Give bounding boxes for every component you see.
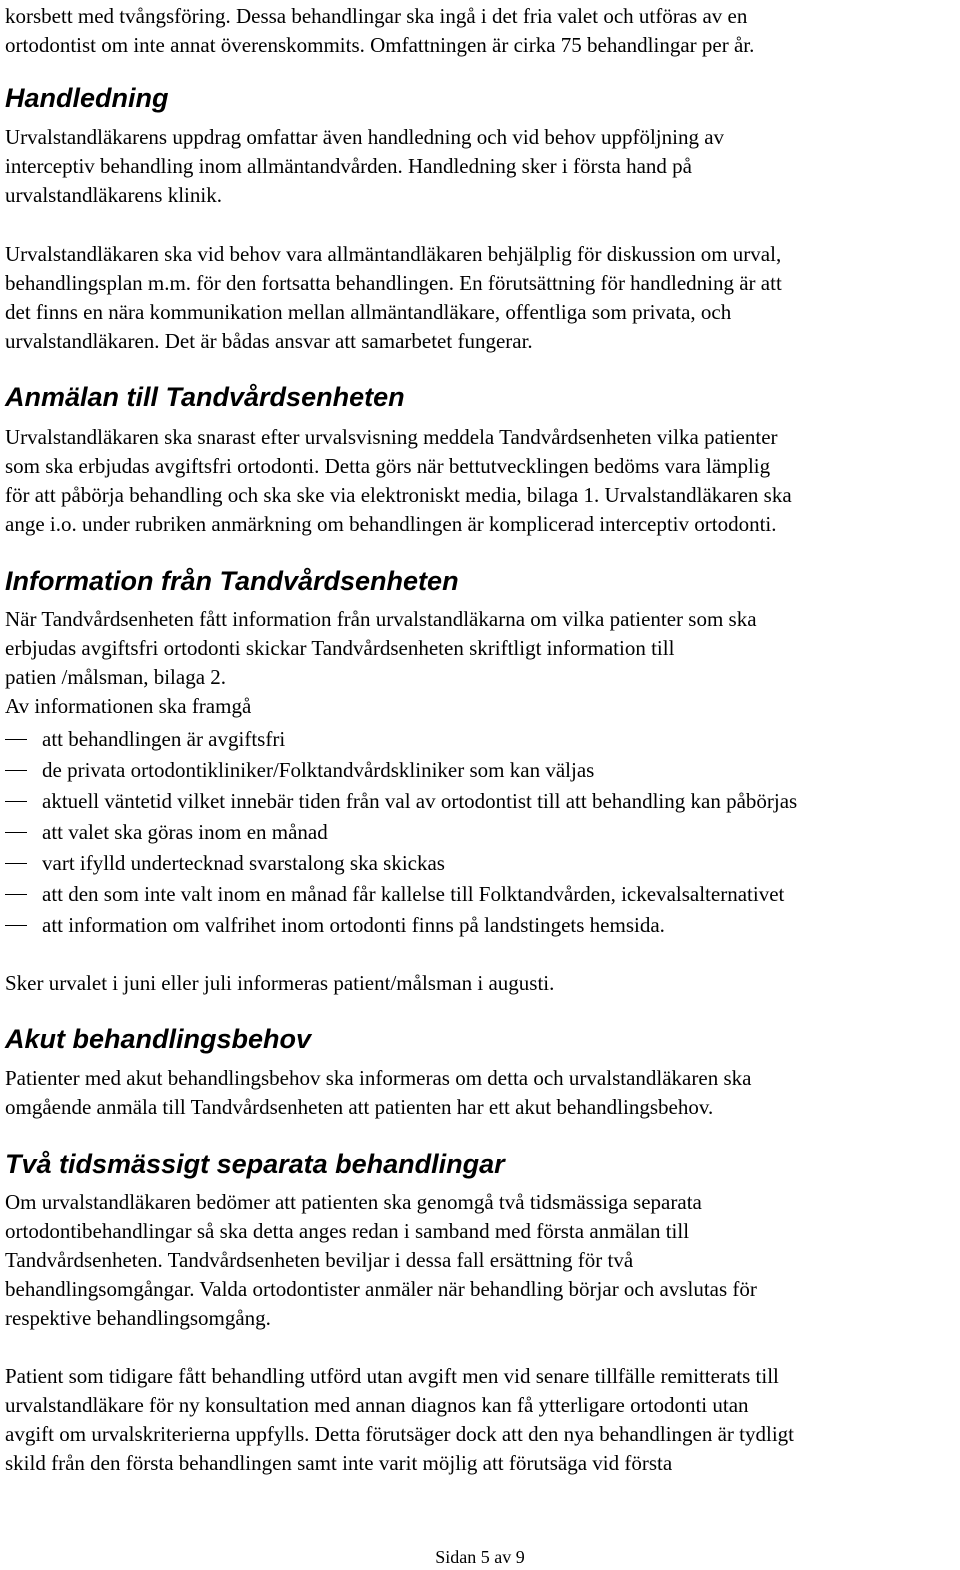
information-line-4: Av informationen ska framgå [5,694,252,718]
tva-p2-line-3: avgift om urvalskriterierna uppfylls. Detta förutsäger dock att den nya behandlingen är tydligt [5,1422,795,1446]
tva-p2-line-2: urvalstandläkare för ny konsultation med annan diagnos kan få ytterligare ortodonti utan [5,1393,749,1417]
handledning-p1-line-3: urvalstandläkarens klinik. [5,183,222,207]
handledning-p2-line-4: urvalstandläkaren. Det är bådas ansvar att samarbetet fungerar. [5,329,533,353]
dash-bullet-icon [5,925,27,926]
dash-bullet-icon [5,832,27,833]
list-item-text: att information om valfrihet inom ortodonti finns på landstingets hemsida. [42,913,665,937]
information-line-2: erbjudas avgiftsfri ortodonti skickar Tandvårdsenheten skriftligt information till [5,636,675,660]
akut-line-2: omgående anmäla till Tandvårdsenheten att patienten har ett akut behandlingsbehov. [5,1095,714,1119]
handledning-p1-line-1: Urvalstandläkarens uppdrag omfattar även handledning och vid behov uppföljning av [5,125,725,149]
information-line-1: När Tandvårdsenheten fått information från urvalstandläkarna om vilka patienter som ska [5,607,757,631]
heading-information: Information från Tandvårdsenheten [5,566,459,596]
handledning-p2-line-2: behandlingsplan m.m. för den fortsatta behandlingen. En förutsättning för handledning är att [5,271,782,295]
page-number: Sidan 5 av 9 [435,1547,525,1567]
akut-line-1: Patienter med akut behandlingsbehov ska informeras om detta och urvalstandläkaren ska [5,1066,752,1090]
list-item-text: vart ifylld undertecknad svarstalong ska skickas [42,851,445,875]
anmalan-line-3: för att påbörja behandling och ska ske via elektroniskt media, bilaga 1. Urvalstandläkaren ska [5,483,792,507]
list-item-text: att valet ska göras inom en månad [42,820,328,844]
anmalan-line-1: Urvalstandläkaren ska snarast efter urvalsvisning meddela Tandvårdsenheten vilka patienter [5,425,778,449]
tva-p1-line-5: respektive behandlingsomgång. [5,1306,271,1330]
information-line-3: patien /målsman, bilaga 2. [5,665,227,689]
tva-p1-line-3: Tandvårdsenheten. Tandvårdsenheten beviljar i dessa fall ersättning för två [5,1248,634,1272]
handledning-p1-line-2: interceptiv behandling inom allmäntandvården. Handledning sker i första hand på [5,154,692,178]
tva-p1-line-2: ortodontibehandlingar så ska detta anges redan i samband med första anmälan till [5,1219,690,1243]
list-item-text: aktuell väntetid vilket innebär tiden från val av ortodontist till att behandling kan påbörjas [42,789,798,813]
list-item-text: de privata ortodontikliniker/Folktandvårdskliniker som kan väljas [42,758,595,782]
anmalan-line-2: som ska erbjudas avgiftsfri ortodonti. Detta görs när bettutvecklingen bedöms vara lämplig [5,454,771,478]
heading-handledning: Handledning [5,83,169,113]
dash-bullet-icon [5,863,27,864]
dash-bullet-icon [5,739,27,740]
information-after-line: Sker urvalet i juni eller juli informeras patient/målsman i augusti. [5,971,555,995]
tva-p1-line-1: Om urvalstandläkaren bedömer att patienten ska genomgå två tidsmässiga separata [5,1190,702,1214]
heading-anmalan: Anmälan till Tandvårdsenheten [5,382,405,412]
handledning-p2-line-1: Urvalstandläkaren ska vid behov vara allmäntandläkaren behjälplig för diskussion om urval, [5,242,782,266]
intro-line-2: ortodontist om inte annat överenskommits. Omfattningen är cirka 75 behandlingar per år. [5,33,755,57]
anmalan-line-4: ange i.o. under rubriken anmärkning om behandlingen är komplicerad interceptiv ortodonti. [5,512,777,536]
heading-akut: Akut behandlingsbehov [5,1024,312,1054]
tva-p2-line-1: Patient som tidigare fått behandling utförd utan avgift men vid senare tillfälle remitterats till [5,1364,779,1388]
list-item-text: att behandlingen är avgiftsfri [42,727,286,751]
dash-bullet-icon [5,894,27,895]
intro-line-1: korsbett med tvångsföring. Dessa behandlingar ska ingå i det fria valet och utföras av en [5,4,748,28]
list-item-text: att den som inte valt inom en månad får kallelse till Folktandvården, ickevalsalternativet [42,882,785,906]
heading-tva: Två tidsmässigt separata behandlingar [5,1149,505,1179]
dash-bullet-icon [5,801,27,802]
tva-p1-line-4: behandlingsomgångar. Valda ortodontister anmäler när behandling börjar och avslutas för [5,1277,757,1301]
handledning-p2-line-3: det finns en nära kommunikation mellan allmäntandläkare, offentliga som privata, och [5,300,732,324]
dash-bullet-icon [5,770,27,771]
tva-p2-line-4: skild från den första behandlingen samt inte varit möjlig att förutsäga vid första [5,1451,673,1475]
